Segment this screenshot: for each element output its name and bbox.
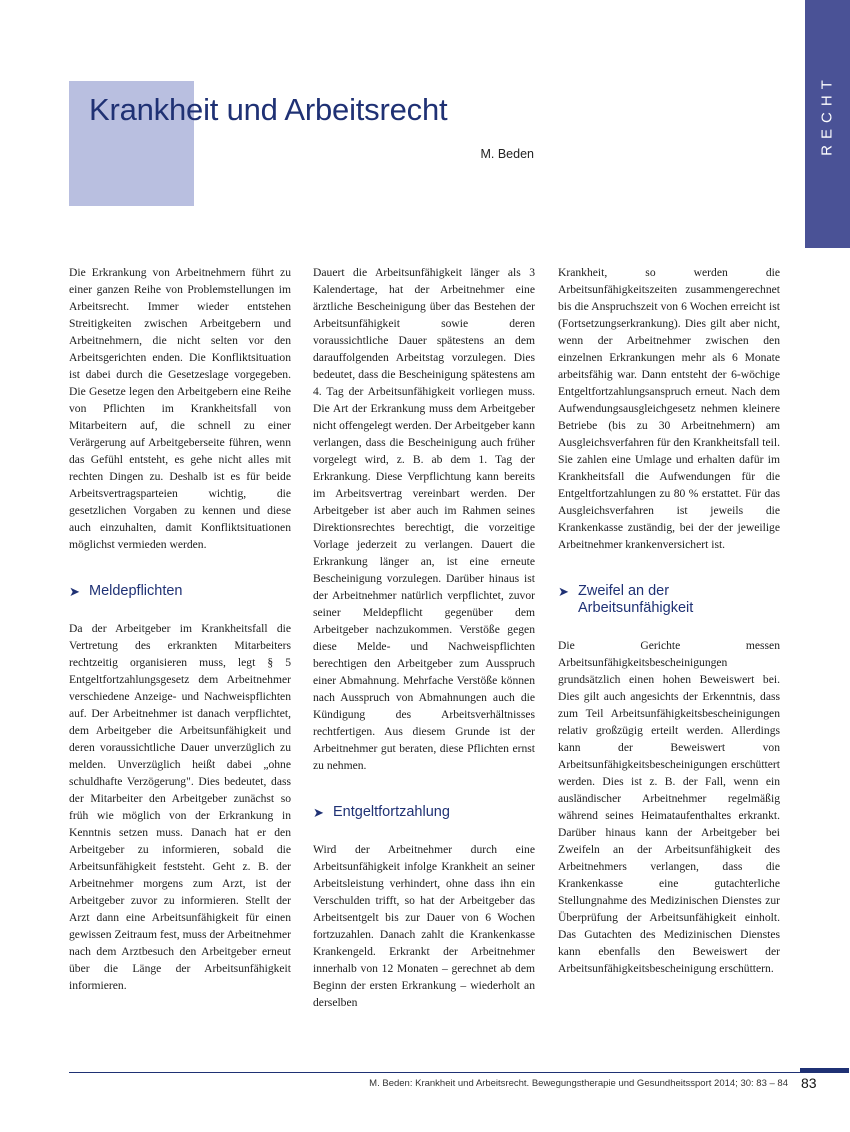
section-heading-line-2: Arbeitsunfähigkeit <box>578 600 694 616</box>
citation-author-title: M. Beden: Krankheit und Arbeitsrecht. <box>369 1078 532 1089</box>
section-heading-line-1: Zweifel an der <box>578 583 670 599</box>
arrow-bullet-icon: ➤ <box>313 805 324 820</box>
zweifel-paragraph: Die Gerichte messen Arbeitsunfähigkeitsbescheinigungen grundsätzlich einen hohen Beweiswert bei. Dies gilt auch angesichts der Erkenntnis, dass zum Teil Arbeitsunfähigkeitsbescheinigungen relativ großzügig erteilt werden. Allerdings kann der Beweiswert von Arbeitsunfähigkeitsbescheinigungen erschüttert werden. Dies ist z. B. der Fall, wenn ein ausländischer Arbeitnehmer regelmäßig während seines Heimataufenthaltes erkrankt. Darüber hinaus kann der Arbeitgeber bei Zweifeln an der Arbeitsunfähigkeit des Arbeitnehmers verlangen, dass die Krankenkasse eine gutachterliche Stellungnahme des Medizinischen Dienstes zur Überprüfung der Arbeitsunfähigkeit einholt. Das Gutachten des Medizinischen Dienstes kann ebenfalls den Beweiswert der Arbeitsunfähigkeitsbescheinigung erschüttern. <box>558 639 780 975</box>
section-heading-meldepflichten <box>69 583 291 600</box>
footer-citation <box>369 1078 788 1089</box>
section-heading-entgeltfortzahlung <box>313 804 535 821</box>
nachweis-paragraph: Dauert die Arbeitsunfähigkeit länger als 3 Kalendertage, hat der Arbeitnehmer eine ärztliche Bescheinigung über das Bestehen der Arbeitsunfähigkeit sowie deren voraussichtliche Dauer spätestens an dem darauffolgenden Arbeitstag vorzulegen. Dies bedeutet, dass die Bescheinigung spätestens am 4. Tag der Arbeitsunfähigkeit vorliegen muss. Die Art der Erkrankung muss dem Arbeitgeber nicht offengelegt werden. Der Arbeitgeber kann verlangen, dass die Bescheinigung auch früher vorgelegt wird, z. B. ab dem 1. Tag der Erkrankung. Diese Verpflichtung kann bereits im Arbeitsvertrag vereinbart werden. Der Arbeitgeber ist aber auch im Rahmen seines Direktionsrechtes berechtigt, die vorzeitige Vorlage jederzeit zu verlangen. Dauert die Erkrankung länger an, ist eine erneute Bescheinigung vorzulegen. Darüber hinaus ist der Arbeitnehmer natürlich verpflichtet, zuvor seiner Meldepflicht gegenüber dem Arbeitgeber nachzukommen. Verstöße gegen diese Melde- und Nachweispflichten berechtigen den Arbeitgeber zum Ausspruch einer Abmahnung. Mehrfache Verstöße können nach Ausspruch von Abmahnungen auch die Kündigung des Arbeitsverhältnisses rechtfertigen. Aus diesem Grunde ist der Arbeitnehmer gut beraten, diese Pflichten ernst zu nehmen. <box>313 266 535 772</box>
section-heading-label: Entgeltfortzahlung <box>333 804 450 820</box>
section-heading-label <box>578 583 693 617</box>
citation-journal: Bewegungstherapie und Gesundheitssport 2014; 30: 83 – 84 <box>531 1078 788 1089</box>
text-column-1 <box>69 264 291 994</box>
article-title: Krankheit und Arbeitsrecht <box>89 92 448 127</box>
article-author: M. Beden <box>480 147 534 161</box>
arrow-bullet-icon: ➤ <box>558 584 569 599</box>
footer-tab-marker <box>800 1068 849 1073</box>
arrow-bullet-icon: ➤ <box>69 584 80 599</box>
meldepflichten-paragraph: Da der Arbeitgeber im Krankheitsfall die Vertretung des erkrankten Mitarbeiters rechtzeitig organisieren muss, legt § 5 Entgeltfortzahlungsgesetz dem Arbeitnehmer verschiedene Anzeige- und Nachweispflichten auf. Der Arbeitnehmer ist danach verpflichtet, dem Arbeitgeber die Arbeitsunfähigkeit und deren voraussichtliche Dauer unverzüglich zu melden. Unverzüglich heißt dabei „ohne schuldhafte Verzögerung". Dies bedeutet, dass der Mitarbeiter den Arbeitgeber zunächst so früh wie möglich von der Erkrankung in Kenntnis setzen muss. Danach hat er den Arbeitgeber zu informieren, sobald die Arbeitsunfähigkeit feststeht. Geht z. B. der Arbeitnehmer morgens zum Arzt, ist der Arbeitgeber zuvor zu informieren. Stellt der Arzt dann eine Arbeitsunfähigkeit für einen gewissen Zeitraum fest, muss der Arbeitnehmer nach dem Arztbesuch den Arbeitgeber erneut über die Länge der Arbeitsunfähigkeit informieren. <box>69 622 291 992</box>
text-column-3 <box>558 264 780 977</box>
fortsetzung-paragraph: Krankheit, so werden die Arbeitsunfähigkeitszeiten zusammengerechnet bis die Anspruchszeit von 6 Wochen erreicht ist (Fortsetzungserkrankung). Dies gilt aber nicht, wenn der Arbeitnehmer zwischen den einzelnen Erkrankungen mehr als 6 Monate arbeitsfähig war. Dann entsteht der 6-wöchige Entgeltfortzahlungsanspruch erneut. Nach dem Aufwendungsausgleichgesetz nehmen kleinere Betriebe (bis zu 30 Arbeitnehmern) am Ausgleichsverfahren für den Krankheitsfall teil. Sie zahlen eine Umlage und erhalten dafür im Krankheitsfall die Aufwendungen für die Entgeltfortzahlungen zu 80 % erstattet. Für das Ausgleichsverfahren ist jeweils die Krankenkasse zuständig, bei der der jeweilige Arbeitnehmer krankenversichert ist. <box>558 266 780 551</box>
section-heading-zweifel <box>558 583 780 617</box>
section-tab-label: RECHT <box>818 74 836 156</box>
section-side-tab <box>805 0 850 248</box>
entgelt-paragraph: Wird der Arbeitnehmer durch eine Arbeitsunfähigkeit infolge Krankheit an seiner Arbeitsleistung verhindert, ohne dass ihn ein Verschulden trifft, so hat der Arbeitgeber das Arbeitsentgelt bis zur Dauer von 6 Wochen fortzuzahlen. Danach zahlt die Krankenkasse Krankengeld. Erkrankt der Arbeitnehmer innerhalb von 12 Monaten – gerechnet ab dem Beginn der ersten Erkrankung – wiederholt an derselben <box>313 843 535 1009</box>
section-heading-label: Meldepflichten <box>89 583 183 599</box>
page-number: 83 <box>801 1075 817 1091</box>
intro-paragraph: Die Erkrankung von Arbeitnehmern führt zu einer ganzen Reihe von Problemstellungen im Arbeitsrecht. Immer wieder entstehen Streitigkeiten zwischen Arbeitgebern und Arbeitnehmern, die nicht selten vor den Arbeitsgerichten enden. Die Konfliktsituation ist dabei durch die Gesetzeslage vorgegeben. Die Gesetze legen den Arbeitgebern eine Reihe von Pflichten im Krankheitsfall von Mitarbeitern auf, die schnell zu einer Verärgerung auf Arbeitgeberseite führen, wenn das Gefühl entsteht, es gehe nicht alles mit rechten Dingen zu. Deshalb ist es für beide Arbeitsvertragsparteien wichtig, die gesetzlichen Vorgaben zu kennen und diese auch einzuhalten, damit Konfliktsituationen möglichst vermieden werden. <box>69 266 291 551</box>
text-column-2 <box>313 264 535 1011</box>
footer-rule <box>69 1072 849 1073</box>
